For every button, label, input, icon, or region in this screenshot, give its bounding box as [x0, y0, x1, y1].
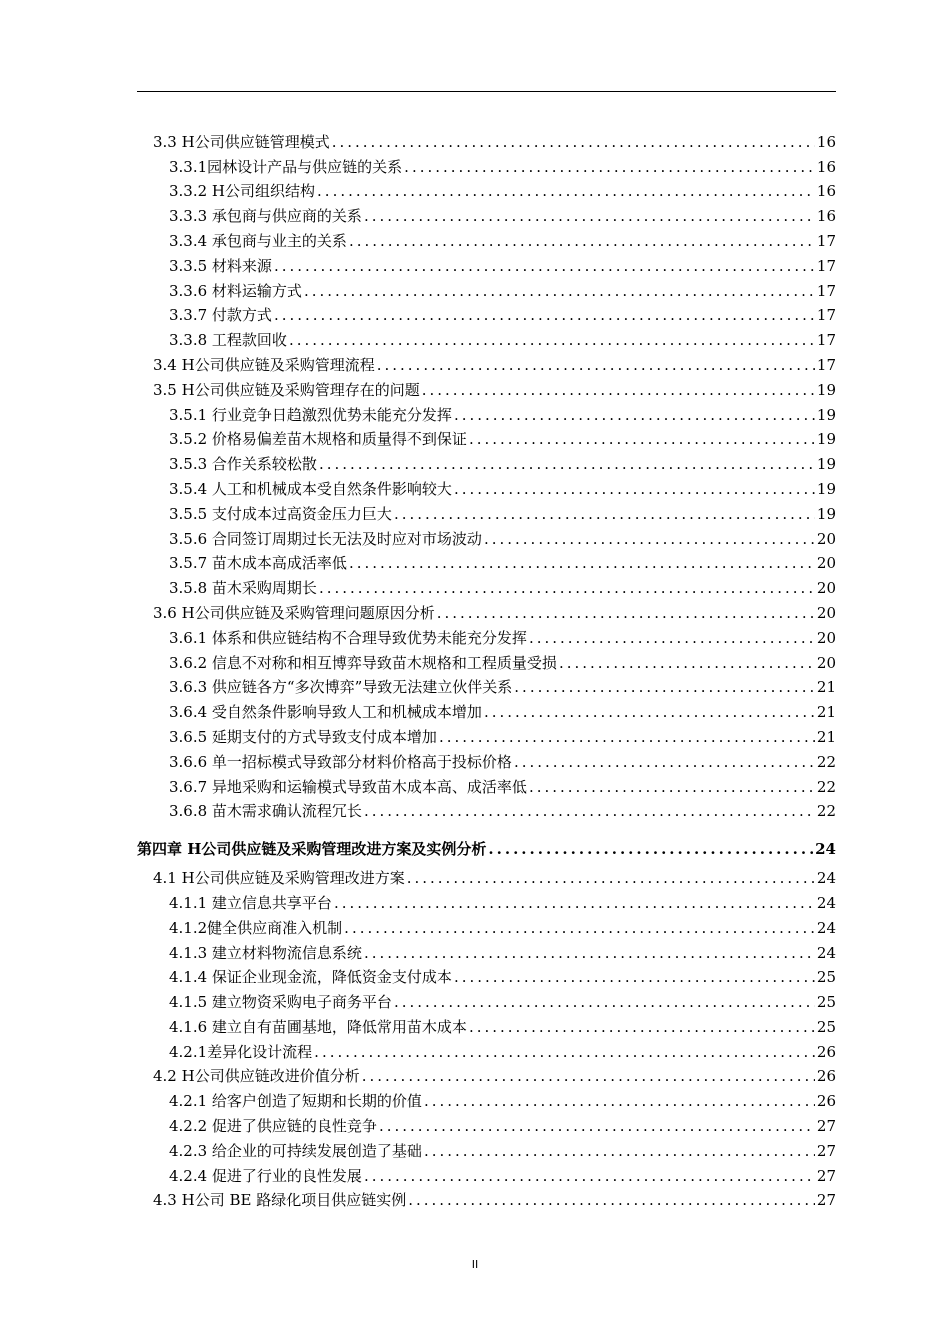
- toc-chapter-entry[interactable]: [137, 824, 836, 858]
- toc-entry-title: 3.6.3 供应链各方“多次博弈”导致无法建立伙伴关系: [169, 678, 513, 697]
- toc-dot-leader: [319, 455, 815, 473]
- toc-entry-page: 17: [816, 306, 836, 325]
- toc-entry-page: 25: [816, 993, 836, 1012]
- toc-entry-page: 20: [816, 554, 836, 573]
- toc-entry-page: 16: [816, 182, 836, 201]
- toc-entry-page: 24: [816, 893, 836, 912]
- toc-entry[interactable]: [137, 523, 836, 548]
- toc-entry[interactable]: [137, 126, 836, 151]
- toc-entry-page: 20: [816, 653, 836, 672]
- toc-entry-page: 17: [816, 355, 836, 374]
- toc-entry-title: 3.6.1 体系和供应链结构不合理导致优势未能充分发挥: [169, 628, 527, 647]
- toc-entry-page: 17: [816, 281, 836, 300]
- toc-entry-title: 4.2.4 促进了行业的良性发展: [169, 1166, 362, 1185]
- toc-dot-leader: [289, 331, 815, 349]
- toc-entry-title: 3.3.2 H公司组织结构: [169, 182, 316, 201]
- toc-entry[interactable]: [137, 250, 836, 275]
- toc-entry-title: 3.3 H公司供应链管理模式: [153, 132, 330, 151]
- toc-entry-title: 3.3.1园林设计产品与供应链的关系: [169, 157, 403, 176]
- toc-entry-page: 17: [816, 331, 836, 350]
- toc-dot-leader: [314, 1043, 815, 1061]
- toc-entry-page: 24: [816, 943, 836, 962]
- toc-entry[interactable]: [137, 862, 836, 887]
- toc-entry[interactable]: [137, 1135, 836, 1160]
- toc-entry-title: 3.6.7 异地采购和运输模式导致苗木成本高、成活率低: [169, 777, 527, 796]
- toc-entry[interactable]: [137, 622, 836, 647]
- toc-dot-leader: [334, 894, 815, 912]
- toc-dot-leader: [349, 232, 815, 250]
- toc-entry-title: 3.3.6 材料运输方式: [169, 281, 302, 300]
- toc-entry-page: 21: [816, 678, 836, 697]
- header-rule: [137, 91, 836, 92]
- toc-dot-leader: [349, 554, 815, 572]
- toc-entry[interactable]: [137, 498, 836, 523]
- toc-entry-title: 3.5.4 人工和机械成本受自然条件影响较大: [169, 479, 452, 498]
- toc-entry-title: 第四章 H公司供应链及采购管理改进方案及实例分析: [137, 840, 487, 859]
- toc-dot-leader: [454, 406, 815, 424]
- toc-entry-title: 4.1.1 建立信息共享平台: [169, 893, 332, 912]
- toc-entry[interactable]: [137, 647, 836, 672]
- toc-entry[interactable]: [137, 225, 836, 250]
- toc-entry-title: 4.1.5 建立物资采购电子商务平台: [169, 993, 392, 1012]
- toc-dot-leader: [484, 703, 815, 721]
- toc-dot-leader: [394, 505, 815, 523]
- toc-entry-title: 3.5.2 价格易偏差苗木规格和质量得不到保证: [169, 430, 467, 449]
- toc-entry-page: 21: [816, 703, 836, 722]
- toc-dot-leader: [364, 1167, 815, 1185]
- toc-entry-page: 19: [816, 455, 836, 474]
- toc-entry[interactable]: [137, 796, 836, 821]
- toc-entry-page: 19: [816, 430, 836, 449]
- toc-entry-title: 4.2.1 给客户创造了短期和长期的价值: [169, 1092, 422, 1111]
- toc-entry-page: 27: [816, 1141, 836, 1160]
- toc-entry-title: 3.3.8 工程款回收: [169, 331, 287, 350]
- toc-entry[interactable]: [137, 1061, 836, 1086]
- toc-dot-leader: [437, 604, 815, 622]
- toc-dot-leader: [274, 257, 815, 275]
- toc-entry-title: 3.6.5 延期支付的方式导致支付成本增加: [169, 727, 437, 746]
- toc-dot-leader: [404, 158, 815, 176]
- toc-entry-title: 3.5.3 合作关系较松散: [169, 455, 317, 474]
- toc-entry[interactable]: [137, 275, 836, 300]
- toc-entry-page: 20: [816, 529, 836, 548]
- toc-entry[interactable]: [137, 937, 836, 962]
- toc-entry[interactable]: [137, 1160, 836, 1185]
- toc-entry[interactable]: [137, 1110, 836, 1135]
- toc-entry-page: 22: [816, 802, 836, 821]
- toc-dot-leader: [439, 728, 815, 746]
- toc-entry-title: 3.3.4 承包商与业主的关系: [169, 231, 347, 250]
- toc-entry-title: 3.3.7 付款方式: [169, 306, 272, 325]
- toc-entry[interactable]: [137, 771, 836, 796]
- toc-entry-page: 20: [816, 603, 836, 622]
- toc-entry[interactable]: [137, 721, 836, 746]
- toc-entry-page: 21: [816, 727, 836, 746]
- toc-dot-leader: [304, 282, 815, 300]
- toc-entry[interactable]: [137, 1185, 836, 1210]
- toc-entry-page: 19: [816, 405, 836, 424]
- toc-entry[interactable]: [137, 696, 836, 721]
- toc-dot-leader: [274, 306, 815, 324]
- toc-entry[interactable]: [137, 200, 836, 225]
- toc-entry-title: 3.4 H公司供应链及采购管理流程: [153, 355, 375, 374]
- toc-entry-page: 19: [816, 380, 836, 399]
- toc-entry-page: 16: [816, 207, 836, 226]
- toc-entry[interactable]: [137, 887, 836, 912]
- toc-dot-leader: [408, 1191, 815, 1209]
- page-number: II: [471, 1258, 479, 1271]
- toc-entry-title: 4.1.3 建立材料物流信息系统: [169, 943, 362, 962]
- toc-entry-page: 26: [816, 1092, 836, 1111]
- toc-entry[interactable]: [137, 300, 836, 325]
- toc-entry-page: 16: [816, 157, 836, 176]
- toc-dot-leader: [454, 480, 815, 498]
- toc-dot-leader: [484, 530, 815, 548]
- toc-dot-leader: [422, 381, 815, 399]
- toc-entry[interactable]: [137, 597, 836, 622]
- toc-entry-title: 4.1.6 建立自有苗圃基地，降低常用苗木成本: [169, 1017, 467, 1036]
- toc-dot-leader: [364, 802, 815, 820]
- toc-entry-title: 4.3 H公司 BE 路绿化项目供应链实例: [153, 1191, 407, 1210]
- toc-dot-leader: [488, 840, 813, 858]
- toc-entry[interactable]: [137, 572, 836, 597]
- toc-dot-leader: [514, 678, 815, 696]
- toc-entry-page: 27: [816, 1117, 836, 1136]
- toc-entry-page: 25: [816, 1017, 836, 1036]
- toc-dot-leader: [319, 579, 815, 597]
- toc-entry-title: 3.6.4 受自然条件影响导致人工和机械成本增加: [169, 703, 482, 722]
- toc-dot-leader: [424, 1092, 815, 1110]
- toc-dot-leader: [469, 1018, 815, 1036]
- toc-entry-title: 3.3.3 承包商与供应商的关系: [169, 207, 362, 226]
- toc-entry[interactable]: [137, 746, 836, 771]
- toc-entry-page: 24: [816, 869, 836, 888]
- toc-entry-title: 3.6.8 苗木需求确认流程冗长: [169, 802, 362, 821]
- toc-dot-leader: [344, 919, 815, 937]
- toc-dot-leader: [469, 430, 815, 448]
- toc-entry[interactable]: [137, 1011, 836, 1036]
- toc-dot-leader: [514, 753, 815, 771]
- toc-dot-leader: [317, 182, 815, 200]
- toc-entry[interactable]: [137, 399, 836, 424]
- toc-entry-title: 4.1 H公司供应链及采购管理改进方案: [153, 869, 405, 888]
- toc-entry-title: 4.2.1差异化设计流程: [169, 1042, 313, 1061]
- toc-entry-title: 3.6 H公司供应链及采购管理问题原因分析: [153, 603, 435, 622]
- toc-entry-page: 19: [816, 504, 836, 523]
- toc-entry-page: 22: [816, 777, 836, 796]
- toc-dot-leader: [332, 133, 815, 151]
- toc-entry-page: 27: [816, 1191, 836, 1210]
- toc-entry[interactable]: [137, 548, 836, 573]
- toc-entry-title: 3.5.7 苗木成本高成活率低: [169, 554, 347, 573]
- toc-dot-leader: [529, 778, 815, 796]
- toc-entry[interactable]: [137, 424, 836, 449]
- toc-entry-page: 26: [816, 1067, 836, 1086]
- toc-entry-title: 3.5.5 支付成本过高资金压力巨大: [169, 504, 392, 523]
- toc-entry-page: 22: [816, 752, 836, 771]
- toc-entry-title: 4.1.4 保证企业现金流，降低资金支付成本: [169, 968, 452, 987]
- toc-entry-page: 20: [816, 579, 836, 598]
- toc-entry-title: 3.6.6 单一招标模式导致部分材料价格高于投标价格: [169, 752, 512, 771]
- toc-entry-page: 27: [816, 1166, 836, 1185]
- toc-dot-leader: [364, 944, 815, 962]
- toc-entry-title: 4.2 H公司供应链改进价值分析: [153, 1067, 360, 1086]
- toc-entry[interactable]: [137, 349, 836, 374]
- toc-dot-leader: [364, 207, 815, 225]
- toc-entry-page: 24: [815, 840, 836, 859]
- toc-entry-page: 17: [816, 231, 836, 250]
- toc-entry-title: 3.6.2 信息不对称和相互博弈导致苗木规格和工程质量受损: [169, 653, 557, 672]
- toc-entry-page: 19: [816, 479, 836, 498]
- toc-entry[interactable]: [137, 1085, 836, 1110]
- toc-dot-leader: [424, 1142, 815, 1160]
- toc-entry-page: 25: [816, 968, 836, 987]
- toc-entry[interactable]: [137, 324, 836, 349]
- toc-entry[interactable]: [137, 912, 836, 937]
- toc-entry[interactable]: [137, 448, 836, 473]
- toc-entry-title: 4.1.2健全供应商准入机制: [169, 918, 343, 937]
- toc-entry[interactable]: [137, 672, 836, 697]
- toc-dot-leader: [377, 356, 815, 374]
- toc-entry-page: 26: [816, 1042, 836, 1061]
- toc-entry[interactable]: [137, 473, 836, 498]
- toc-dot-leader: [362, 1067, 815, 1085]
- toc-entry-page: 17: [816, 256, 836, 275]
- table-of-contents: [137, 126, 836, 1209]
- toc-dot-leader: [559, 654, 815, 672]
- toc-entry-title: 4.2.2 促进了供应链的良性竞争: [169, 1117, 377, 1136]
- toc-entry[interactable]: [137, 962, 836, 987]
- toc-dot-leader: [379, 1117, 815, 1135]
- toc-entry-page: 16: [816, 132, 836, 151]
- toc-entry[interactable]: [137, 374, 836, 399]
- toc-dot-leader: [407, 869, 815, 887]
- toc-entry-title: 3.5.8 苗木采购周期长: [169, 579, 317, 598]
- toc-entry[interactable]: [137, 176, 836, 201]
- toc-dot-leader: [454, 968, 815, 986]
- toc-entry-title: 3.3.5 材料来源: [169, 256, 272, 275]
- toc-dot-leader: [394, 993, 815, 1011]
- toc-entry-title: 3.5.6 合同签订周期过长无法及时应对市场波动: [169, 529, 482, 548]
- toc-entry-page: 20: [816, 628, 836, 647]
- toc-entry-title: 4.2.3 给企业的可持续发展创造了基础: [169, 1141, 422, 1160]
- toc-entry[interactable]: [137, 151, 836, 176]
- toc-entry-title: 3.5.1 行业竞争日趋激烈优势未能充分发挥: [169, 405, 452, 424]
- toc-entry-page: 24: [816, 918, 836, 937]
- toc-dot-leader: [529, 629, 815, 647]
- toc-entry-title: 3.5 H公司供应链及采购管理存在的问题: [153, 380, 420, 399]
- toc-entry[interactable]: [137, 1036, 836, 1061]
- toc-entry[interactable]: [137, 986, 836, 1011]
